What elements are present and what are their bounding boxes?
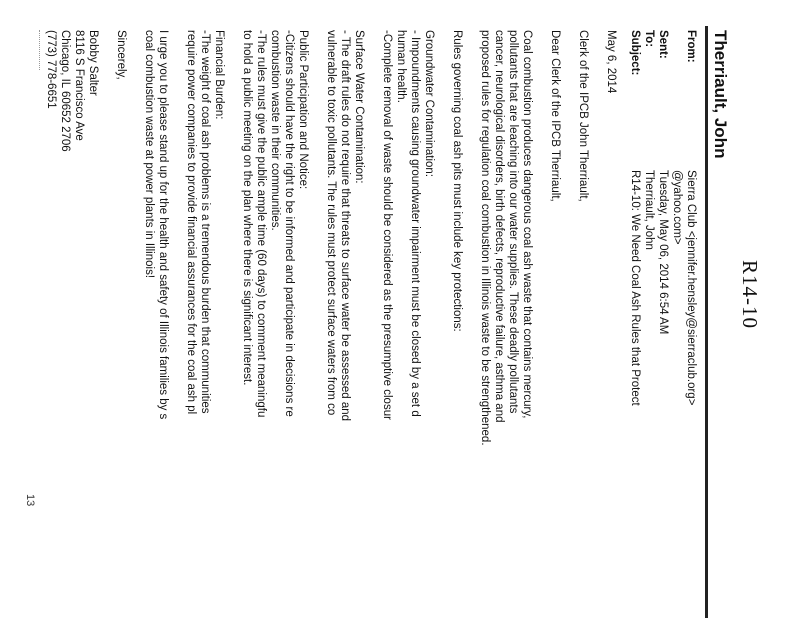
text-line: I urge you to please stand up for the health and safety of Illinois families by s	[157, 30, 169, 420]
section-public-participation	[240, 30, 310, 618]
text-line: human health.	[395, 30, 407, 103]
text-line: pollutants that are leaching into our water supplies. These deadly pollutants	[507, 30, 519, 414]
section-heading: Financial Burden:	[213, 30, 225, 120]
rules-line: Rules governing coal ash pits must include key protections:	[451, 30, 463, 332]
text-line: cancer, neurological disorders, birth defects, reproductive failure, asthma and	[493, 30, 505, 423]
meta-row-to	[642, 30, 656, 618]
closing-request	[142, 30, 170, 618]
text-line: -The rules must give the public ample time (60 days) to comment meaningfu	[255, 30, 267, 418]
signature-phone: (773) 778-6651	[45, 30, 57, 109]
meta-row-subject	[628, 30, 642, 618]
meta-label	[670, 30, 684, 170]
text-line: -Complete removal of waste should be considered as the presumptive closur	[381, 30, 393, 420]
section-heading: Groundwater Contamination:	[423, 30, 435, 178]
text-line: - Impoundments causing groundwater impairment must be closed by a set d	[409, 30, 421, 417]
text-line: - The draft rules do not require that threats to surface water be assessed and	[339, 30, 351, 422]
signature-block	[44, 30, 100, 618]
text-line: to hold a public meeting on the plan where there is significant interest.	[241, 30, 253, 386]
scan-artifact	[39, 30, 40, 70]
signature-name: Bobby Salter	[87, 30, 99, 96]
meta-row-sent	[656, 30, 670, 618]
letter-body	[30, 30, 618, 618]
section-groundwater	[380, 30, 436, 618]
meta-value: Tuesday, May 06, 2014 6:54 AM	[657, 170, 669, 335]
meta-row-from-cont	[670, 30, 684, 618]
meta-label: Subject:	[629, 30, 641, 76]
meta-value: R14-10: We Need Coal Ash Rules that Protect	[629, 170, 641, 406]
signature-city: Chicago, IL 60652 2706	[59, 30, 71, 152]
text-line: Coal combustion produces dangerous coal ash waste that contains mercury,	[521, 30, 533, 419]
section-heading: Public Participation and Notice:	[297, 30, 309, 190]
meta-value: @yahoo.com>	[671, 170, 683, 245]
header-name: Therriault, John	[711, 30, 730, 159]
intro-paragraph	[478, 30, 534, 618]
text-line: combustion waste in their communities.	[269, 30, 281, 231]
header-divider	[705, 26, 708, 618]
text-line: require power companies to provide financial assurances for the coal ash pl	[185, 30, 197, 415]
text-line: -Citizens should have the right to be informed and participate in decisions re	[283, 30, 295, 417]
text-line: proposed rules for regulation coal combustion in Illinois waste to be strengthened.	[479, 30, 491, 446]
section-heading: Surface Water Contamination:	[353, 30, 365, 184]
text-line: -The weight of coal ash problems is a tremendous burden that communities	[199, 30, 211, 414]
meta-value: Therriault, John	[643, 170, 655, 250]
text-line: vulnerable to toxic pollutants. The rules must protect surface waters from co	[325, 30, 337, 416]
letter-salutation: Dear Clerk of the IPCB Therriault,	[549, 30, 561, 202]
signature-street: 8116 S Francisco Ave	[73, 30, 85, 141]
section-financial-burden	[184, 30, 226, 618]
text-line: coal combustion waste at power plants in Illinois!	[143, 30, 155, 279]
meta-value: Sierra Club <jennifer.hensley@sierraclub.org>	[685, 170, 697, 406]
docket-stamp: R14-10	[738, 260, 762, 329]
meta-label: To:	[643, 30, 655, 48]
signoff: Sincerely,	[115, 30, 127, 80]
meta-row-from	[684, 30, 698, 618]
page-number: 13	[24, 494, 36, 507]
meta-label: Sent:	[657, 30, 669, 59]
letter-recipient: Clerk of the IPCB John Therriault,	[577, 30, 589, 202]
section-surface-water	[324, 30, 366, 618]
meta-label: From:	[685, 30, 697, 63]
email-meta	[628, 30, 698, 618]
letter-date: May 6, 2014	[605, 30, 617, 94]
